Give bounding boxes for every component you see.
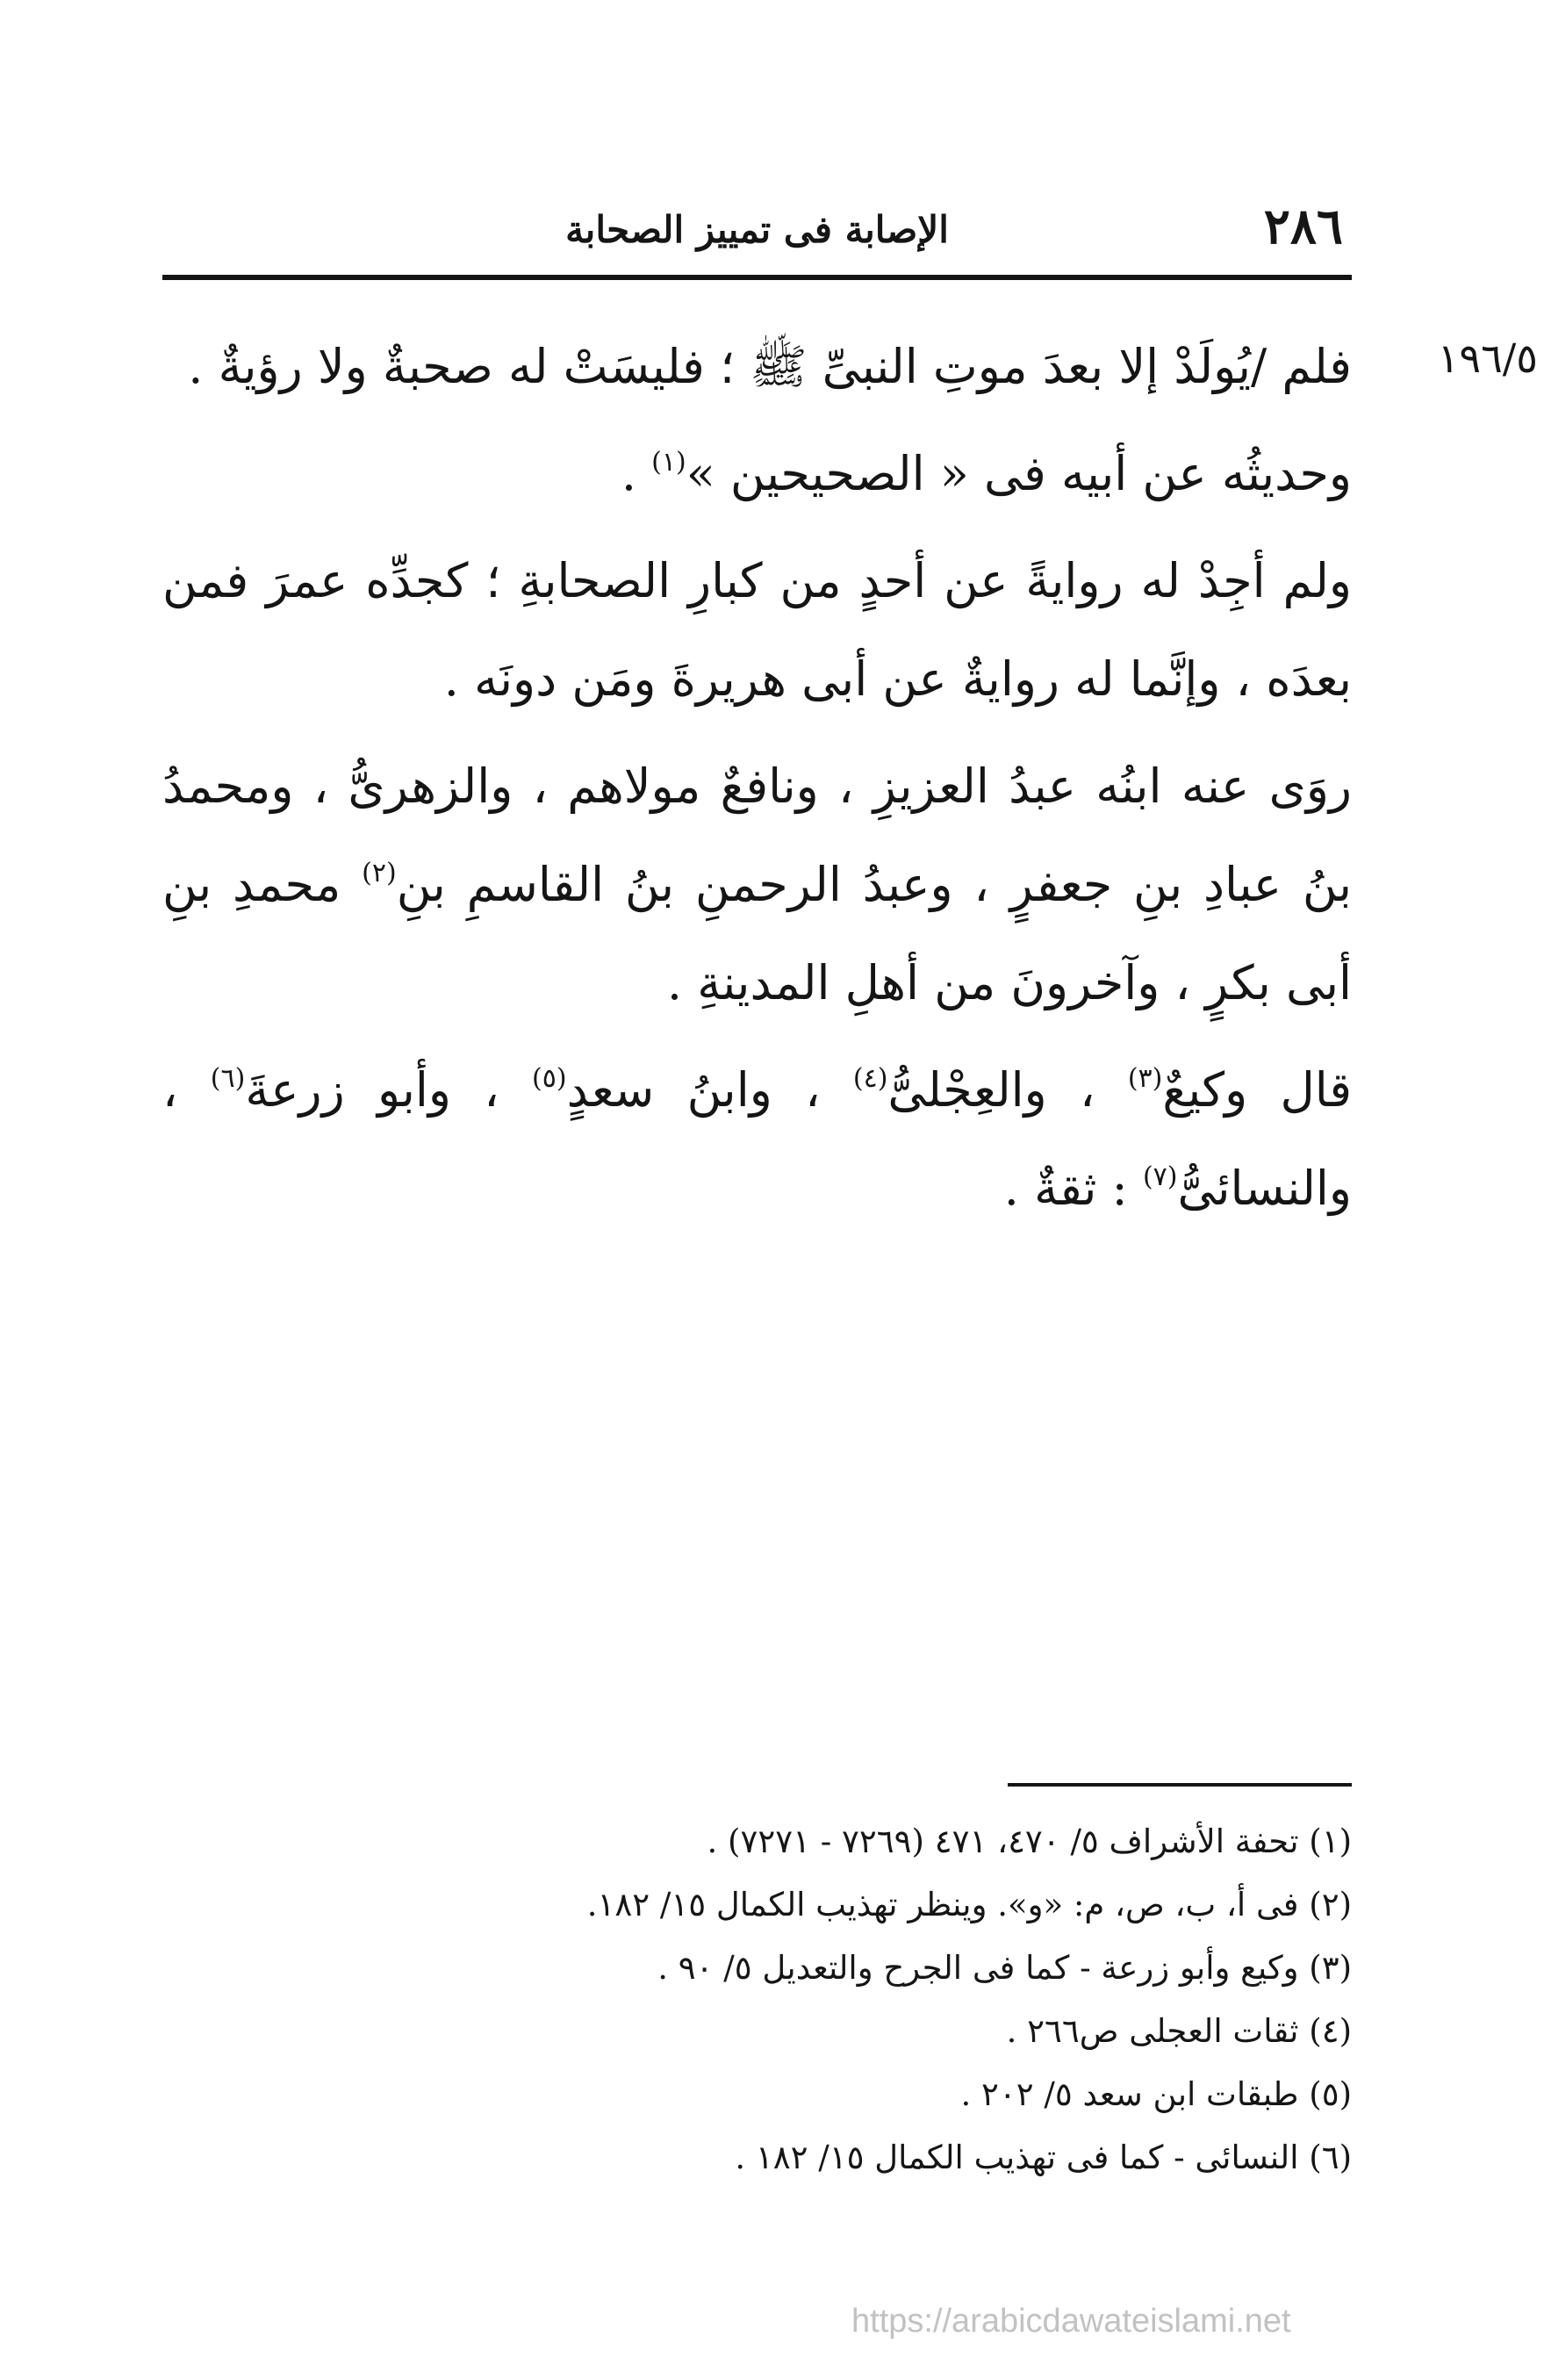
footnotes [338, 1810, 1352, 2189]
paragraph-1: فلم /يُولَدْ إلا بعدَ موتِ النبىِّ ﷺ ؛ فليسَتْ له صحبةٌ ولا رؤيةٌ . [188, 339, 1352, 394]
page-header [162, 200, 1352, 280]
footnote-ref-2[interactable]: (٢) [362, 858, 397, 888]
paragraph-2 [162, 425, 1352, 523]
footnote-divider [1008, 1783, 1352, 1787]
footnote-1: (١) تحفة الأشراف ٥/ ٤٧٠، ٤٧١ (٧٢٦٩ - ٧٢٧١) . [707, 1823, 1352, 1860]
footnote-ref-3[interactable]: (٣) [1127, 1063, 1163, 1094]
footnote-4: (٤) ثقات العجلى ص٢٦٦ . [1006, 2012, 1352, 2050]
footnote-ref-5[interactable]: (٥) [532, 1063, 567, 1094]
watermark: https://arabicdawateislami.net [851, 2303, 1291, 2340]
paragraph-5-part-d: ، وأبو زرعةَ [245, 1062, 499, 1118]
paragraph-5-part-c: ، وابنُ سعدٍ [566, 1062, 821, 1118]
footnote-2: (٢) فى أ، ب، ص، م: «و». وينظر تهذيب الكمال ١٥/ ١٨٢. [586, 1886, 1352, 1923]
paragraph-5-part-e: ، والنسائىُّ [162, 1062, 1352, 1216]
footnote-5: (٥) طبقات ابن سعد ٥/ ٢٠٢ . [960, 2075, 1352, 2113]
paragraph-3: ولم أجِدْ له روايةً عن أحدٍ من كبارِ الصحابةِ ؛ كجدِّه عمرَ فمن بعدَه ، وإنَّما له روايةٌ عن أبى هريرةَ ومَن دونَه . [162, 553, 1352, 707]
paragraph-4-part-a: روَى عنه ابنُه عبدُ العزيزِ ، ونافعٌ مولاهم ، والزهرىُّ ، ومحمدُ بنُ عبادِ بنِ جعفرٍ ، وعبدُ الرحمنِ بنُ القاسمِ بنِ [162, 759, 1352, 912]
footnote-ref-4[interactable]: (٤) [852, 1063, 888, 1094]
footnote-ref-6[interactable]: (٦) [210, 1063, 246, 1094]
running-title: الإصابة فى تمييز الصحابة [565, 208, 949, 251]
paragraph-5-part-b: ، والعِجْلىُّ [887, 1062, 1095, 1118]
footnote-ref-7[interactable]: (٧) [1142, 1161, 1178, 1192]
paragraph-2-end: . [621, 446, 636, 501]
paragraph-5 [162, 1041, 1352, 1238]
paragraph-4-part-b: محمدِ بنِ أبى بكرٍ ، وآخرونَ من أهلِ المدينةِ . [162, 857, 1352, 1010]
footnote-ref-1[interactable]: (١) [651, 447, 686, 478]
paragraph-2-text: وحديثُه عن أبيه فى « الصحيحين » [686, 446, 1352, 501]
margin-reference: ١٩٦/٥ [1437, 334, 1538, 382]
footnote-3: (٣) وكيع وأبو زرعة - كما فى الجرح والتعديل ٥/ ٩٠ . [657, 1949, 1352, 1987]
footnote-6: (٦) النسائى - كما فى تهذيب الكمال ١٥/ ١٨٢ . [735, 2139, 1352, 2176]
paragraph-5-part-a: قال وكيعٌ [1162, 1062, 1353, 1118]
paragraph-5-part-f: : ثقةٌ . [1003, 1161, 1128, 1216]
paragraph-4 [162, 737, 1352, 1032]
page-number: ٢٨٦ [1263, 198, 1343, 255]
main-text [162, 318, 1352, 1247]
